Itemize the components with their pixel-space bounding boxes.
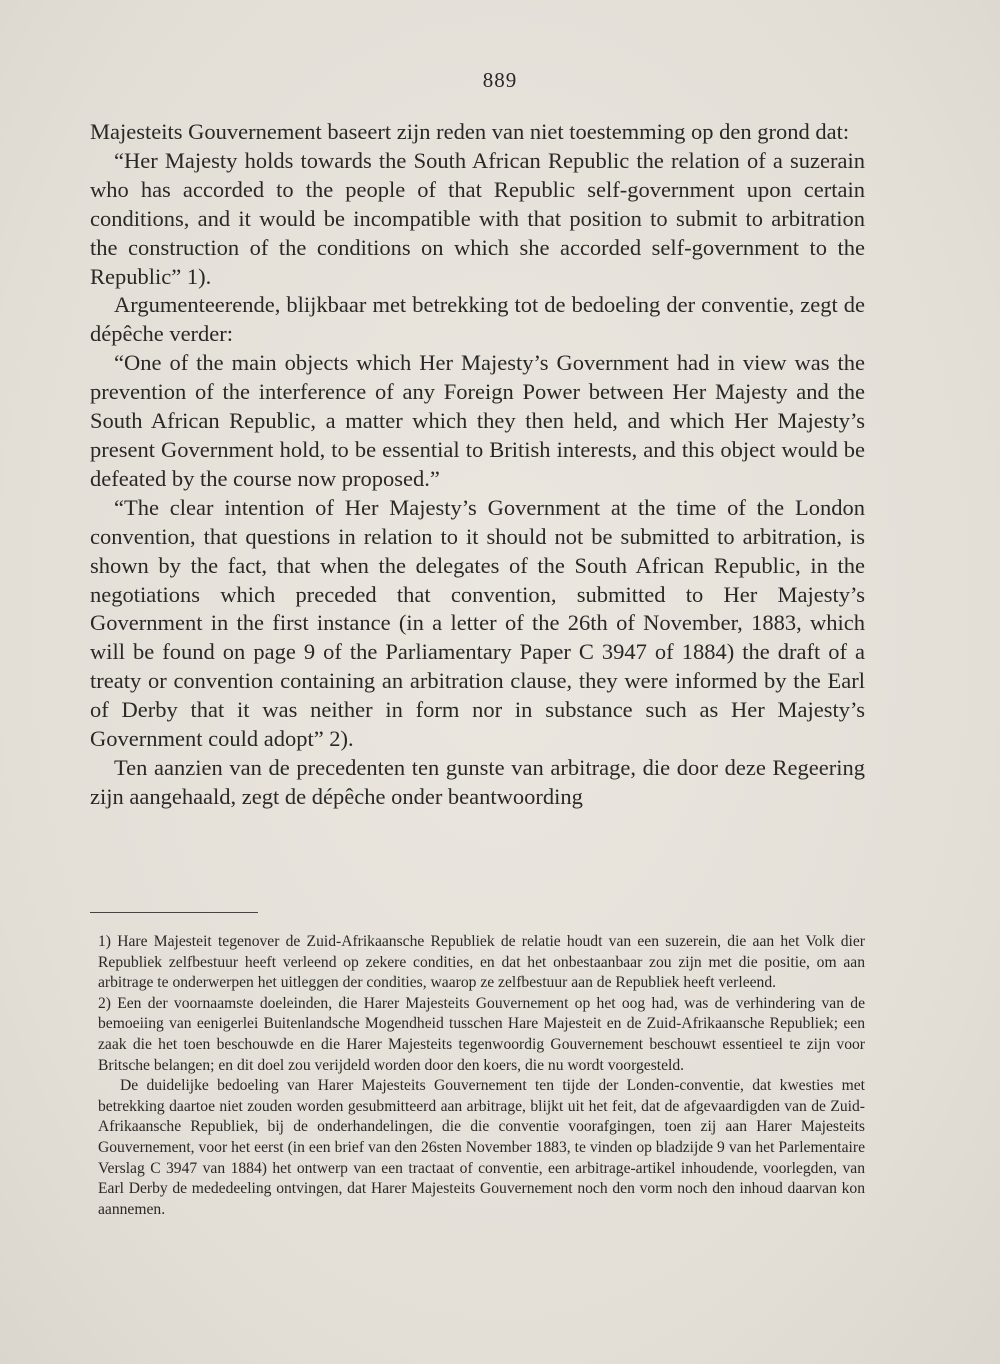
paragraph-5: “The clear intention of Her Majesty’s Government at the time of the London convention, that questions in relation to it should not be submitted to arbitration, is shown by the fact, that when the delegates of the South African Republic, in the negotiations which preceded that convention, submitted to Her Majesty’s Government in the first instance (in a letter of the 26th of November, 1883, which will be found on page 9 of the Parliamentary Paper C 3947 of 1884) the draft of a treaty or convention containing an arbitration clause, they were informed by the Earl of Derby that it was neither in form nor in substance such as Her Majesty’s Government could adopt” 2). bbox=[90, 494, 865, 752]
paragraph-4: “One of the main objects which Her Majesty’s Government had in view was the prevention of the interference of any Foreign Power between Her Majesty and the South African Republic, a matter which they then held, and which Her Majesty’s present Government hold, to be essential to British interests, and this object would be defeated by the course now proposed.” bbox=[90, 350, 865, 491]
paragraph-1: Majesteits Gouvernement baseert zijn reden van niet toestemming op den grond dat: bbox=[90, 119, 850, 144]
paragraph-6: Ten aanzien van de precedenten ten gunste van arbitrage, die door deze Regeering zijn aangehaald, zegt de dépêche onder beantwoording bbox=[90, 754, 865, 809]
main-text bbox=[90, 118, 865, 812]
paragraph-3: Argumenteerende, blijkbaar met betrekking tot de bedoeling der conventie, zegt de dépêche verder: bbox=[90, 292, 865, 347]
footnote-1: 1) Hare Majesteit tegenover de Zuid-Afrikaansche Republiek de relatie houdt van een suzerein, die aan het Volk dier Republiek zelfbestuur heeft verleend op zekere condities, en dat het onbestaanbaar zou zijn met die positie, om aan arbitrage te onderwerpen het uitleggen der condities, waarop ze zelfbestuur aan de Republiek heeft verleend. bbox=[98, 933, 865, 992]
page-number: 889 bbox=[482, 68, 518, 92]
footnotes bbox=[98, 932, 865, 1220]
footnote-separator bbox=[90, 912, 258, 913]
footnote-2-continued: De duidelijke bedoeling van Harer Majesteits Gouvernement ten tijde der Londen-conventie, dat kwesties met betrekking daartoe niet zouden worden gesubmitteerd aan arbitrage, blijkt uit het feit, dat de afgevaardigden van de Zuid-Afrikaansche Republiek, bij de onderhandelingen, die die conventie voorafgingen, toen zij aan Harer Majesteits Gouvernement, voor het eerst (in een brief van den 26sten November 1883, te vinden op bladzijde 9 van het Parlementaire Verslag C 3947 van 1884) het ontwerp van een tractaat of conventie, een arbitrage-artikel inhoudende, voorlegden, van Earl Derby de mededeeling ontvingen, dat Harer Majesteits Gouvernement noch den vorm noch den inhoud daarvan kon aannemen. bbox=[98, 1077, 865, 1218]
footnote-2: 2) Een der voornaamste doeleinden, die Harer Majesteits Gouvernement op het oog had, was de verhindering van de bemoeiing van eenigerlei Buitenlandsche Mogendheid tusschen Hare Majesteit en de Zuid-Afrikaansche Republiek; een zaak die het toen beschouwde en die Harer Majesteits tegenwoordig Gouvernement beschouwt essentieel te zijn voor Britsche belangen; en dit doel zou verijdeld worden door den koers, die nu wordt voorgesteld. bbox=[98, 994, 865, 1074]
paragraph-2: “Her Majesty holds towards the South African Republic the relation of a suzerain who has accorded to the people of that Republic self-government upon certain conditions, and it would be incompatible with that position to submit to arbitration the construction of the conditions on which she accorded self-government to the Republic” 1). bbox=[90, 147, 865, 289]
